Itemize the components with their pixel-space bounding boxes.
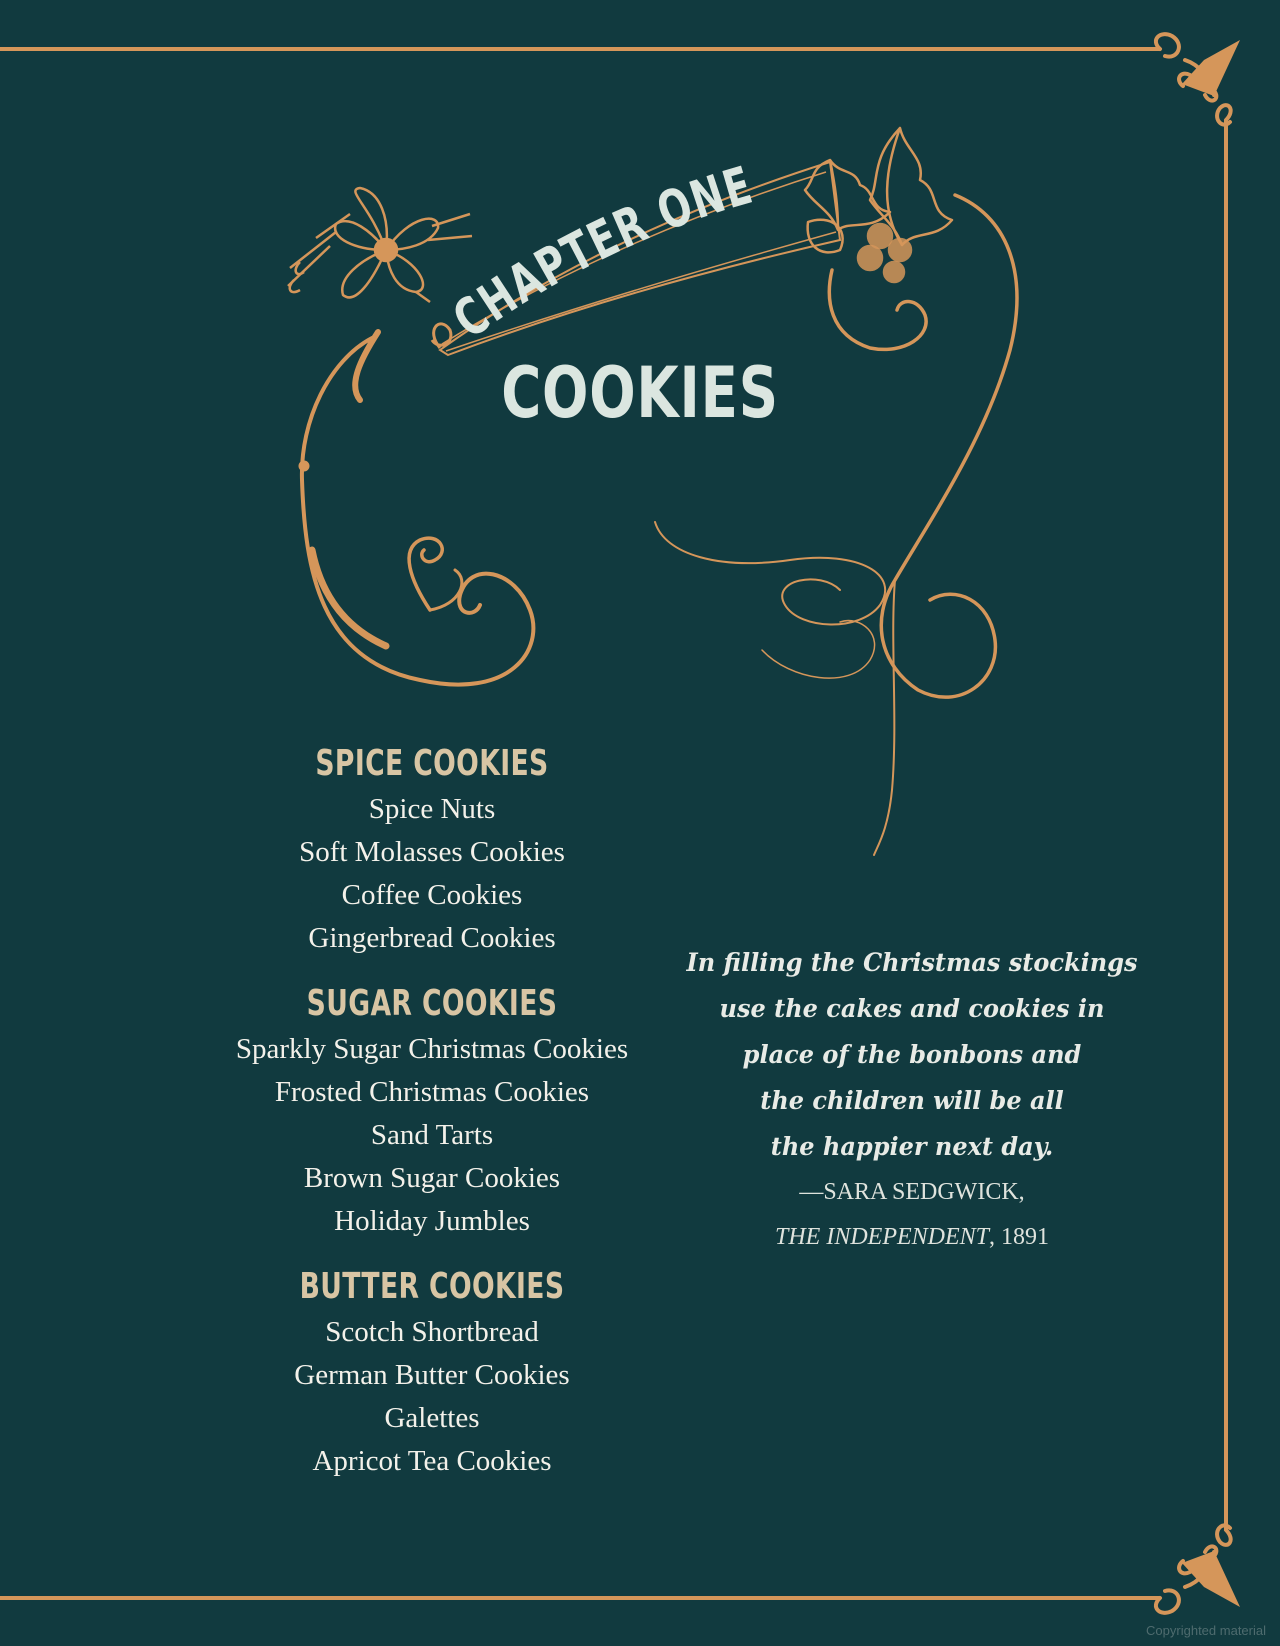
- recipe-item: Galettes: [384, 1402, 480, 1434]
- recipe-item: Apricot Tea Cookies: [312, 1445, 552, 1477]
- recipe-item: Scotch Shortbread: [325, 1316, 539, 1348]
- poinsettia-icon: [288, 188, 472, 302]
- recipe-item: German Butter Cookies: [294, 1359, 570, 1391]
- quote-line: place of the bonbons and: [742, 1040, 1082, 1069]
- publication-year: , 1891: [989, 1224, 1049, 1250]
- toc-section-sugar: [192, 980, 672, 1243]
- toc-section-spice: [192, 740, 672, 960]
- banner-label: CHAPTER ONE: [442, 152, 770, 351]
- recipe-item: Gingerbread Cookies: [308, 922, 556, 954]
- quote-author: —SARA SEDGWICK,: [799, 1179, 1025, 1205]
- recipe-item: Frosted Christmas Cookies: [274, 1076, 590, 1108]
- quote-line: the children will be all: [760, 1086, 1064, 1115]
- epigraph-quote: [660, 940, 1164, 1260]
- quote-line: the happier next day.: [770, 1132, 1054, 1161]
- corner-flourish-icon: [1156, 1525, 1240, 1612]
- recipe-item: Coffee Cookies: [341, 879, 523, 911]
- quote-line: In filling the Christmas stockings: [686, 948, 1138, 977]
- recipe-item: Soft Molasses Cookies: [299, 836, 565, 868]
- recipe-item: Spice Nuts: [368, 793, 496, 825]
- quote-line: use the cakes and cookies in: [719, 994, 1105, 1023]
- section-heading: SUGAR COOKIES: [306, 983, 558, 1024]
- quote-source: [660, 1215, 1164, 1260]
- recipe-item: Brown Sugar Cookies: [303, 1162, 561, 1194]
- copyright-notice: Copyrighted material: [1146, 1623, 1266, 1638]
- recipe-contents: [192, 740, 672, 1503]
- recipe-item: Holiday Jumbles: [334, 1205, 530, 1237]
- chapter-banner: [432, 152, 840, 355]
- section-heading: BUTTER COOKIES: [299, 1266, 565, 1307]
- recipe-item: Sparkly Sugar Christmas Cookies: [235, 1033, 629, 1065]
- section-heading: SPICE COOKIES: [315, 743, 549, 784]
- corner-flourish-icon: [1156, 34, 1240, 124]
- recipe-item: Sand Tarts: [370, 1119, 494, 1151]
- toc-section-butter: [192, 1263, 672, 1483]
- chapter-title: COOKIES: [501, 352, 779, 434]
- publication-name: THE INDEPENDENT: [774, 1224, 989, 1250]
